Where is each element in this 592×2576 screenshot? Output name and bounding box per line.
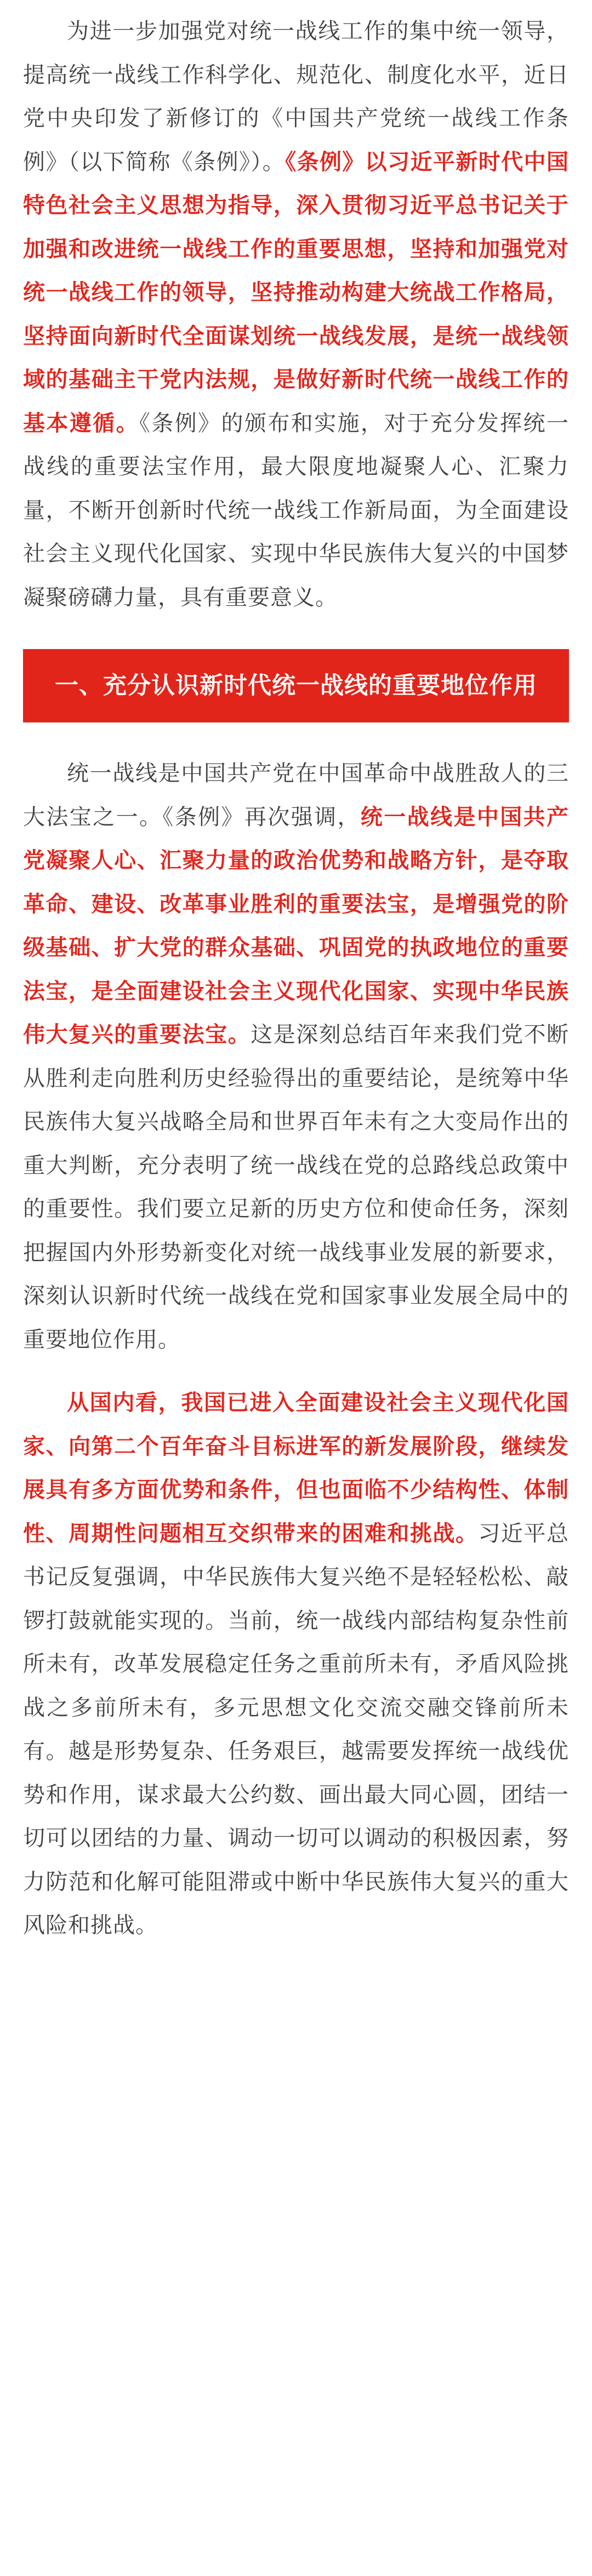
intro-highlight-text: 《条例》以习近平新时代中国特色社会主义思想为指导，深入贯彻习近平总书记关于加强和改进统一战线工作的重要思想，坚持和加强党对统一战线工作的领导，坚持推动构建大统战工作格局，坚持面向新时代全面谋划统一战线发展，是统一战线领域的基础主干党内法规，是做好新时代统一战线工作的基本遵循。 <box>23 149 570 436</box>
section-p1-plain-text: 统一战线是中国共产党在中国革命中战胜敌人的三大法宝之一。《条例》再次强调， <box>23 761 569 830</box>
section-p1-plain-text-2: 这是深刻总结百年来我们党不断从胜利走向胜利历史经验得出的重要结论，是统筹中华民族伟大复兴战略全局和世界百年未有之大变局作出的重大判断，充分表明了统一战线在党的总路线总政策中的重要性。我们要立足新的历史方位和使命任务，深刻把握国内外形势新变化对统一战线事业发展的新要求，深刻认识新时代统一战线在党和国家事业发展全局中的重要地位作用。 <box>23 1022 570 1352</box>
section-p1-highlight-text: 统一战线是中国共产党凝聚人心、汇聚力量的政治优势和战略方针，是夺取革命、建设、改革事业胜利的重要法宝，是增强党的阶级基础、扩大党的群众基础、巩固党的执政地位的重要法宝，是全面建设社会主义现代化国家、实现中华民族伟大复兴的重要法宝。 <box>23 804 570 1047</box>
intro-plain-text: 为进一步加强党对统一战线工作的集中统一领导，提高统一战线工作科学化、规范化、制度化水平，近日党中央印发了新修订的《中国共产党统一战线工作条例》（以下简称《条例》）。 <box>23 19 569 175</box>
intro-paragraph <box>23 10 569 619</box>
intro-plain-text-2: 《条例》的颁布和实施，对于充分发挥统一战线的重要法宝作用，最大限度地凝聚人心、汇聚力量，不断开创新时代统一战线工作新局面，为全面建设社会主义现代化国家、实现中华民族伟大复兴的中国梦凝聚磅礴力量，具有重要意义。 <box>23 410 570 610</box>
section-paragraph-1 <box>23 752 569 1362</box>
section-p2-plain-text-2: 习近平总书记反复强调，中华民族伟大复兴绝不是轻轻松松、敲锣打鼓就能实现的。当前，统一战线内部结构复杂性前所未有，改革发展稳定任务之重前所未有，矛盾风险挑战之多前所未有，多元思想文化交流交融交锋前所未有。越是形势复杂、任务艰巨，越需要发挥统一战线优势和作用，谋求最大公约数、画出最大同心圆，团结一切可以团结的力量、调动一切可以调动的积极因素，努力防范和化解可能阻滞或中断中华民族伟大复兴的重大风险和挑战。 <box>23 1521 570 1938</box>
section-p2-highlight-text: 从国内看，我国已进入全面建设社会主义现代化国家、向第二个百年奋斗目标进军的新发展阶段，继续发展具有多方面优势和条件，但也面临不少结构性、体制性、周期性问题相互交织带来的困难和挑战。 <box>23 1390 569 1546</box>
section-heading-banner: 一、充分认识新时代统一战线的重要地位作用 <box>23 649 569 722</box>
paragraph-spacer <box>23 1362 569 1381</box>
section-paragraph-2 <box>23 1381 569 1948</box>
